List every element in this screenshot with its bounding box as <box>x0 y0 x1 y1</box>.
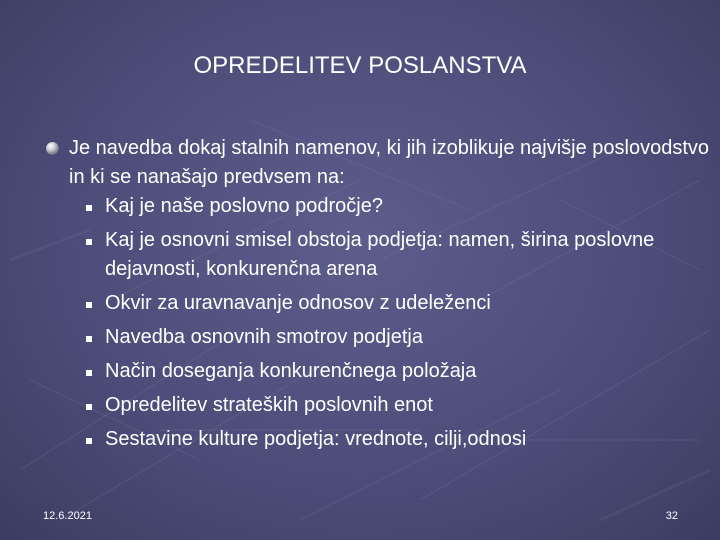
footer-date: 12.6.2021 <box>43 510 92 522</box>
square-bullet-icon <box>86 336 92 342</box>
slide-title: OPREDELITEV POSLANSTVA <box>193 52 527 79</box>
square-bullet-icon <box>86 370 92 376</box>
list-item <box>86 323 706 352</box>
list-item <box>86 391 706 420</box>
list-item <box>86 226 706 284</box>
list-item <box>86 425 706 454</box>
list-item <box>86 289 706 318</box>
list-item-text: Kaj je osnovni smisel obstoja podjetja: namen, širina poslovne dejavnosti, konkurenčna arena <box>105 229 655 280</box>
square-bullet-icon <box>86 205 92 211</box>
list-item <box>86 357 706 386</box>
square-bullet-icon <box>86 438 92 444</box>
list-item <box>86 192 706 221</box>
page-number: 32 <box>665 510 678 522</box>
list-item-text: Način doseganja konkurenčnega položaja <box>105 360 477 382</box>
square-bullet-icon <box>86 239 92 245</box>
list-item-text: Navedba osnovnih smotrov podjetja <box>105 326 423 348</box>
list-item-text: Sestavine kulture podjetja: vrednote, cilji,odnosi <box>105 428 527 450</box>
list-item-text: Okvir za uravnavanje odnosov z udeleženci <box>105 292 491 314</box>
main-paragraph: Je navedba dokaj stalnih namenov, ki jih izoblikuje najvišje poslovodstvo in ki se nanašajo predvsem na: <box>69 137 709 188</box>
sub-bullet-list <box>86 192 706 459</box>
sphere-bullet-icon <box>46 142 59 155</box>
list-item-text: Kaj je naše poslovno področje? <box>105 195 383 217</box>
list-item-text: Opredelitev strateških poslovnih enot <box>105 394 433 416</box>
square-bullet-icon <box>86 404 92 410</box>
square-bullet-icon <box>86 302 92 308</box>
